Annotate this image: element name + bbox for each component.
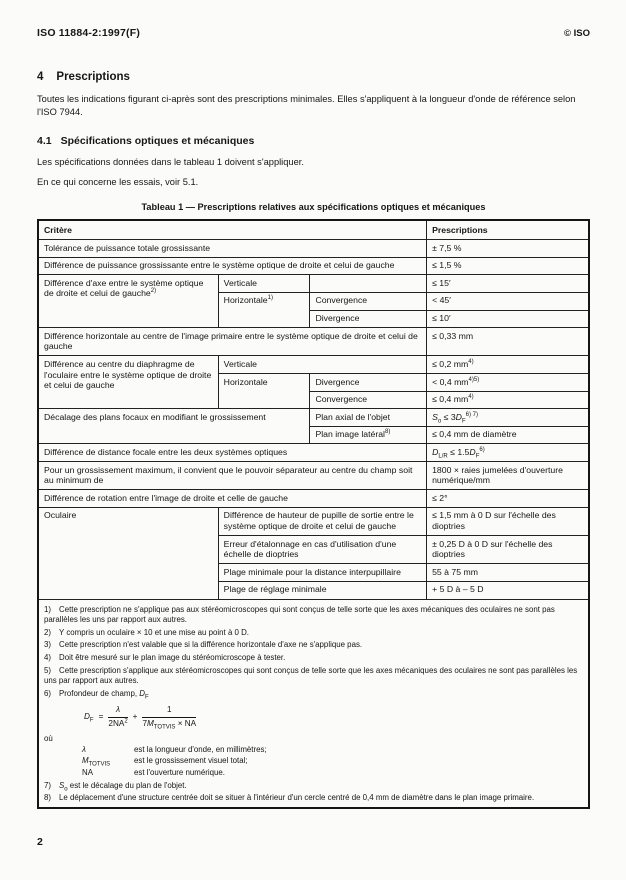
table-row [38,275,589,293]
prescription-cell: ≤ 0,4 mm de diamètre [427,426,589,444]
subcriterion-cell: Convergence [310,292,427,310]
section-title: Prescriptions [56,71,130,83]
where-item-na: NA est l'ouverture numérique. [82,767,225,777]
header-prescriptions: Prescriptions [427,220,589,240]
prescription-cell: 55 à 75 mm [427,564,589,582]
table-row [38,240,589,258]
prescription-cell: ≤ 1,5 mm à 0 D sur l'échelle des dioptries [427,507,589,535]
paragraph-apply: Les spécifications données dans le tableau 1 doivent s'appliquer. [37,157,304,168]
prescription-cell: ≤ 10′ [427,310,589,328]
footnote-1: 1) Cette prescription ne s'applique pas aux stéréomicroscopes qui sont conçus de telle sorte que les axes mécaniques des oculaires ne sont pas parallèles les uns par rapport aux autres. [44,604,555,624]
formula-fraction-2: $\frac{1}{7M_{TOTVIS} \times NA}$ [142,705,197,731]
footnotes-cell [38,599,589,808]
criterion-cell: Différence de distance focale entre les deux systèmes optiques [38,444,427,462]
prescription-cell: ≤ 0,33 mm [427,328,589,356]
running-header [37,27,590,39]
copyright-notice: © ISO [563,28,590,39]
subsection-number: 4.1 [37,135,52,148]
intro-paragraph: Toutes les indications figurant ci-après sont des prescriptions minimales. Elles s'appliquent à la longueur d'onde de référence selon l'ISO 7944. [37,94,576,118]
subsection-title: Spécifications optiques et mécaniques [60,135,255,148]
table-row [38,444,589,462]
where-item-mtotvis: $M_{TOTVIS}$ est le grossissement visuel total; [82,756,248,768]
specifications-table [37,219,590,809]
prescription-cell: ≤ 1,5 % [427,257,589,275]
section-heading-4 [37,71,590,83]
subcriterion-cell: Plage minimale pour la distance interpupillaire [218,564,426,582]
subcriterion-cell: Erreur d'étalonnage en cas d'utilisation d'une échelle de dioptries [218,536,426,564]
subcriterion-cell: Divergence [310,310,427,328]
criterion-cell-oculaire: Oculaire [38,507,218,599]
prescription-cell: ≤ 15′ [427,275,589,293]
prescription-cell: $S_o \le 3D_F^{6) 7)}$ [427,409,589,427]
criterion-cell: Différence d'axe entre le système optique de droite et celui de gauche$^{2)}$ [38,275,218,328]
prescription-cell: < 45′ [427,292,589,310]
formula-lhs: $D_F$ [84,712,94,724]
footnote-5: 5) Cette prescription s'applique aux stéréomicroscopes qui sont conçus de telle sorte que les axes mécaniques des oculaires ne sont pas parallèles les uns par rapport aux autres. [44,665,578,686]
criterion-cell: Tolérance de puissance totale grossissante [38,240,427,258]
prescription-cell: ≤ 0,2 $mm^{4)}$ [427,356,589,374]
footnote-4: 4) Doit être mesuré sur le plan image du stéréomicroscope à tester. [44,653,286,663]
where-item-lambda: λ est la longueur d'onde, en millimètres; [82,744,267,754]
empty-cell [310,275,427,293]
footnote-3: 3) Cette prescription n'est valable que si la différence horizontale d'axe ne s'applique pas. [44,640,363,650]
footnote-8: 8) Le déplacement d'une structure centrée doit se situer à l'intérieur d'un cercle centré de 0,4 mm de diamètre dans le plan image primaire. [44,793,535,803]
subcriterion-cell: Convergence [310,391,427,409]
table-row [38,356,589,374]
subcriterion-cell: Divergence [310,374,427,392]
prescription-cell: $D_{L/R} \le 1.5D_F^{6)}$ [427,444,589,462]
section-number: 4 [37,71,44,83]
subcriterion-cell: Différence de hauteur de pupille de sortie entre le système optique de droite et celui de gauche [218,507,426,535]
prescription-cell: + 5 D à – 5 D [427,581,589,599]
prescription-cell: 1800 × raies jumelées d'ouverture numérique/mm [427,462,589,490]
subcriterion-cell: Verticale [218,356,426,374]
prescription-cell: < 0,4 $mm^{4)5)}$ [427,374,589,392]
table-row [38,257,589,275]
paragraph-essais: En ce qui concerne les essais, voir 5.1. [37,177,199,188]
depth-of-field-formula [84,705,583,729]
subcriterion-cell: Horizontale$^{1)}$ [218,292,310,327]
footnotes-row [38,599,589,808]
subcriterion-cell: Horizontale [218,374,310,409]
formula-equals: = [98,712,104,722]
footnote-6: 6) Profondeur de champ, $D_F$ [44,688,149,701]
prescription-cell: ≤ 0,4 $mm^{4)}$ [427,391,589,409]
prescription-cell: ± 7,5 % [427,240,589,258]
formula-plus: + [132,712,138,722]
prescription-cell: ± 0,25 D à 0 D sur l'échelle des dioptries [427,536,589,564]
subcriterion-cell: Verticale [218,275,310,293]
subcriterion-cell: Plage de réglage minimale [218,581,426,599]
criterion-cell: Différence de puissance grossissante entre le système optique de droite et celui de gauche [38,257,427,275]
section-heading-4-1 [37,135,590,147]
document-reference: ISO 11884-2:1997(F) [37,27,141,39]
criterion-cell: Décalage des plans focaux en modifiant le grossissement [38,409,310,444]
where-intro: où [44,734,53,744]
criterion-cell: Différence de rotation entre l'image de droite et celle de gauche [38,490,427,508]
table-row [38,328,589,356]
table-row [38,462,589,490]
subcriterion-cell: Plan axial de l'objet [310,409,427,427]
table-row [38,409,589,427]
header-criteria: Critère [38,220,427,240]
formula-fraction-1: $\frac{\lambda}{2NA^2}$ [108,705,128,729]
subcriterion-cell: Plan image latéral$^{8)}$ [310,426,427,444]
table-caption: Tableau 1 — Prescriptions relatives aux spécifications optiques et mécaniques [141,202,486,213]
page-number: 2 [37,836,43,849]
footnote-7: 7) $S_o$ est le décalage du plan de l'objet. [44,780,187,793]
table-header-row [38,220,589,240]
footnote-2: 2) Y compris un oculaire × 10 et une mise au point à 0 D. [44,627,249,637]
criterion-cell: Différence au centre du diaphragme de l'oculaire entre le système optique de droite et celui de gauche [38,356,218,409]
table-row [38,490,589,508]
criterion-cell: Différence horizontale au centre de l'image primaire entre le système optique de droite et celui de gauche [38,328,427,356]
table-row [38,507,589,535]
criterion-cell: Pour un grossissement maximum, il convient que le pouvoir séparateur au centre du champ soit au minimum de [38,462,427,490]
prescription-cell: ≤ 2° [427,490,589,508]
